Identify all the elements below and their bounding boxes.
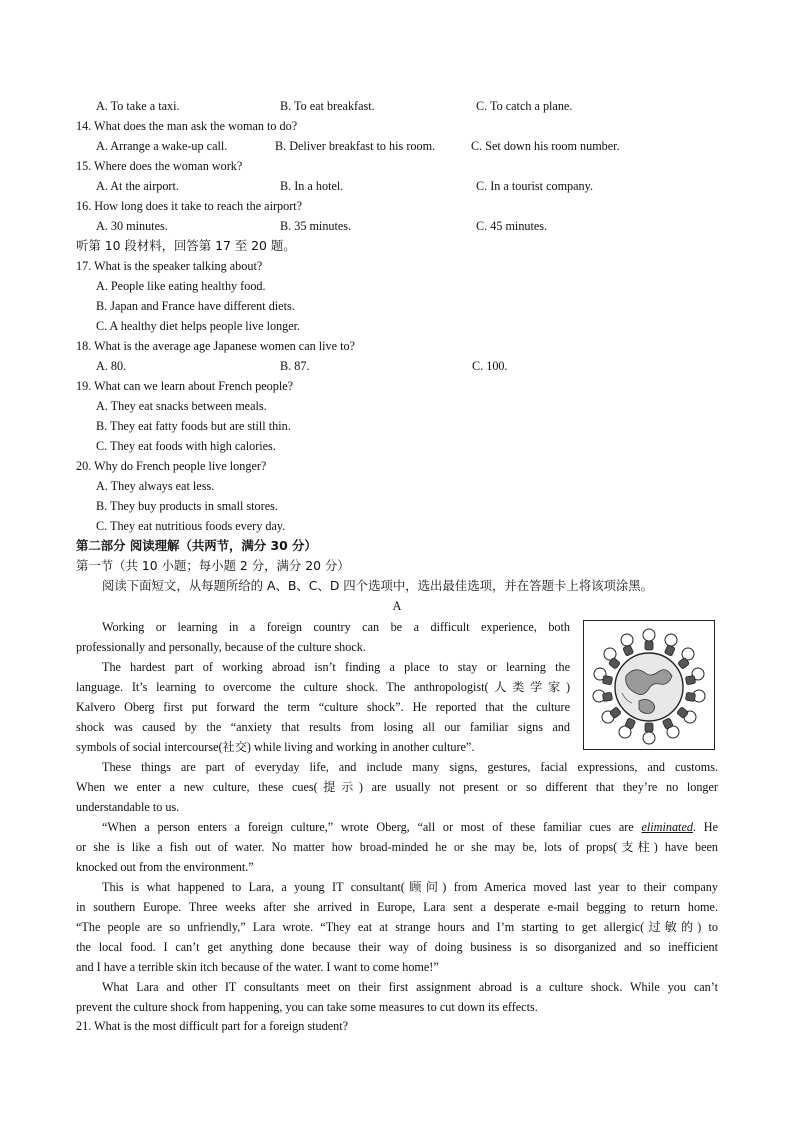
q19-stem: 19. What can we learn about French people? <box>76 379 294 393</box>
q16-option-a: A. 30 minutes. <box>96 219 168 233</box>
q18-options <box>96 357 718 375</box>
quote-start: “When a person enters a foreign culture,” wrote Oberg, “all or most of these familiar cues are <box>102 820 642 834</box>
q16-stem: 16. How long does it take to reach the airport? <box>76 199 303 213</box>
q16-options <box>96 217 718 235</box>
paragraph-line: or she is like a fish out of water. No matter how broad-minded he or she may be, lots of props(支柱) have been <box>76 840 718 854</box>
paragraph-line: in southern Europe. Three weeks after she arrived in Europe, Lara sent a desperate e-mail begging to return home. <box>76 900 718 914</box>
paragraph-line: knocked out from the environment.” <box>76 860 254 874</box>
q15-option-a: A. At the airport. <box>96 179 179 193</box>
listening-10-instruction: 听第 10 段材料，回答第 17 至 20 题。 <box>76 238 296 253</box>
q13-options <box>96 97 718 115</box>
q15-stem: 15. Where does the woman work? <box>76 159 243 173</box>
paragraph-line: When we enter a new culture, these cues(提示) are usually not present or so different that they’re no longer <box>76 780 718 794</box>
part2-title: 第二部分 阅读理解（共两节，满分 30 分） <box>76 538 317 553</box>
q18-option-b: B. 87. <box>280 359 310 373</box>
passage-label: A <box>392 599 402 613</box>
passage-paragraph-4 <box>76 817 718 877</box>
paragraph-line: Working or learning in a foreign country can be a difficult experience, both <box>102 620 570 634</box>
q16-option-c: C. 45 minutes. <box>476 219 548 233</box>
paragraph-line: prevent the culture shock from happening, you can take some measures to cut down its effects. <box>76 1000 538 1014</box>
paragraph-line: and I have a terrible skin itch because of the water. I want to come home!” <box>76 960 439 974</box>
q14-option-a: A. Arrange a wake-up call. <box>96 139 228 153</box>
section1-title: 第一节（共 10 小题；每小题 2 分，满分 20 分） <box>76 558 350 573</box>
paragraph-line: the local food. I can’t get anything done because their way of doing business is so disorganized and so inefficient <box>76 940 718 954</box>
q15-option-b: B. In a hotel. <box>280 179 344 193</box>
q17-stem: 17. What is the speaker talking about? <box>76 259 263 273</box>
passage-paragraph-2 <box>76 657 570 757</box>
q13-option-c: C. To catch a plane. <box>476 99 573 113</box>
q18-option-a: A. 80. <box>96 359 127 373</box>
q18-stem: 18. What is the average age Japanese women can live to? <box>76 339 355 353</box>
passage-paragraph-1 <box>76 617 570 657</box>
q20-option-b: B. They buy products in small stores. <box>96 499 278 513</box>
q14-stem: 14. What does the man ask the woman to do? <box>76 119 298 133</box>
passage-paragraph-6 <box>76 977 718 1017</box>
q17-option-b: B. Japan and France have different diets. <box>96 299 295 313</box>
passage-illustration <box>583 620 715 750</box>
q15-options <box>96 177 718 195</box>
q20-option-a: A. They always eat less. <box>96 479 215 493</box>
q13-option-a: A. To take a taxi. <box>96 99 180 113</box>
q18-option-c: C. 100. <box>472 359 508 373</box>
paragraph-line: What Lara and other IT consultants meet on their first assignment abroad is a culture shock. While you can’t <box>102 980 718 994</box>
paragraph-line: The hardest part of working abroad isn’t finding a place to stay or learning the <box>102 660 570 674</box>
globe-with-people-circle-icon <box>584 621 714 749</box>
reading-instructions: 阅读下面短文，从每题所给的 A、B、C、D 四个选项中，选出最佳选项，并在答题卡上将该项涂黑。 <box>102 578 654 593</box>
paragraph-line: professionally and personally, because of the culture shock. <box>76 640 366 654</box>
paragraph-line: understandable to us. <box>76 800 180 814</box>
passage-paragraph-3 <box>76 757 718 817</box>
paragraph-line: These things are part of everyday life, and include many signs, gestures, facial expressions, and customs. <box>102 760 718 774</box>
q14-option-c: C. Set down his room number. <box>471 139 620 153</box>
q15-option-c: C. In a tourist company. <box>476 179 594 193</box>
paragraph-line: This is what happened to Lara, a young IT consultant(顾问) from America moved last year to their company <box>102 880 718 894</box>
q16-option-b: B. 35 minutes. <box>280 219 352 233</box>
underlined-word-eliminated: eliminated <box>641 820 693 834</box>
q17-option-c: C. A healthy diet helps people live longer. <box>96 319 301 333</box>
passage-paragraph-5 <box>76 877 718 977</box>
quote-continue: . He <box>692 820 718 834</box>
paragraph-line: symbols of social intercourse(社交) while living and working in another culture”. <box>76 740 475 754</box>
q19-option-a: A. They eat snacks between meals. <box>96 399 267 413</box>
q17-option-a: A. People like eating healthy food. <box>96 279 266 293</box>
q21-stem: 21. What is the most difficult part for a foreign student? <box>76 1019 349 1033</box>
q20-stem: 20. Why do French people live longer? <box>76 459 267 473</box>
paragraph-line: shock was caused by the “anxiety that results from losing all our familiar signs and <box>76 720 570 734</box>
q14-options <box>96 137 718 155</box>
q14-option-b: B. Deliver breakfast to his room. <box>275 139 436 153</box>
paragraph-line: language. It’s learning to overcome the culture shock. The anthropologist(人类学家) <box>76 680 570 694</box>
paragraph-line <box>76 817 718 837</box>
paragraph-line: “The people are so unfriendly,” Lara wrote. “They eat at strange hours and I’m starting to get allergic(过敏的) to <box>76 920 718 934</box>
q19-option-c: C. They eat foods with high calories. <box>96 439 276 453</box>
q20-option-c: C. They eat nutritious foods every day. <box>96 519 286 533</box>
paragraph-line: Kalvero Oberg first put forward the term “culture shock”. He reported that the culture <box>76 700 570 714</box>
q13-option-b: B. To eat breakfast. <box>280 99 375 113</box>
q19-option-b: B. They eat fatty foods but are still thin. <box>96 419 291 433</box>
